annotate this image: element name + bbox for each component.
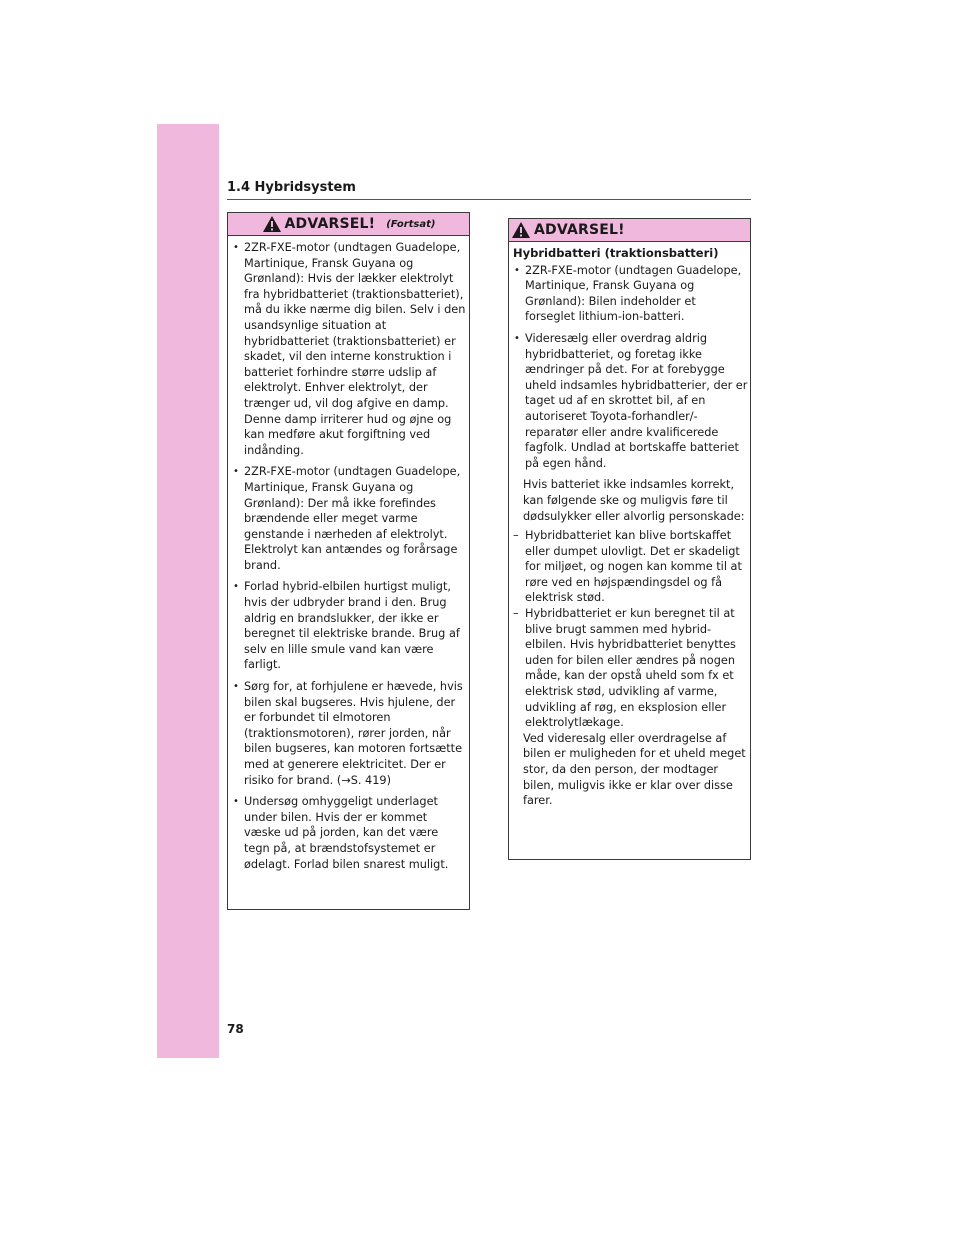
warning-header-right	[509, 219, 750, 242]
page-number: 78	[227, 1022, 244, 1036]
list-item: • Undersøg omhyggeligt underlaget under bilen. Hvis der er kommet væske ud på jorden, kan det være tegn på, at brændstofsystemet er ødelagt. Forlad bilen snarest muligt.	[232, 794, 467, 872]
warning-label: ADVARSEL!	[534, 222, 625, 238]
section-title: 1.4 Hybridsystem	[227, 180, 356, 195]
warning-box-left	[227, 212, 470, 910]
section-title-rule	[227, 199, 751, 200]
warning-label: ADVARSEL!	[284, 216, 376, 232]
warning-list-left	[232, 240, 467, 872]
consequence-item: – Hybridbatteriet kan blive bortskaffet eller dumpet ulovligt. Det er skadeligt for miljøet, og nogen kan komme til at røre ved en højspændingsdel og få elektrisk stød.	[513, 528, 748, 606]
list-item: • 2ZR-FXE-motor (undtagen Guadelope, Martinique, Fransk Guyana og Grønland): Der må ikke forefindes brændende eller meget varme genstande i nærheden af elektrolyt. Elektrolyt kan antændes og forårsage brand.	[232, 464, 467, 573]
list-item: • Forlad hybrid-elbilen hurtigst muligt, hvis der udbryder brand i den. Brug aldrig en brandslukker, der ikke er beregnet til elektriske brande. Brug af selv en lille smule vand kan være farligt.	[232, 579, 467, 673]
warning-continued-label: (Fortsat)	[386, 218, 436, 230]
consequence-list	[513, 528, 748, 731]
chapter-tab-band	[157, 124, 219, 1058]
warning-body-left	[228, 236, 469, 872]
list-item: • 2ZR-FXE-motor (undtagen Guadelope, Martinique, Fransk Guyana og Grønland): Hvis der lækker elektrolyt fra hybridbatteriet (traktionsbatteriet), må du ikke nærme dig bilen. Selv i den usandsynlige situation at hybridbatteriet (traktionsbatteriet) er skadet, vil den interne konstruktion i batteriet forhindre større udslip af elektrolyt. Enhver elektrolyt, der trænger ud, vil dog afgive en damp. Denne damp irriterer hud og øjne og kan medføre akut forgiftning ved indånding.	[232, 240, 467, 458]
resale-warning: Ved videresalg eller overdragelse af bilen er muligheden for et uheld meget stor, da den person, der modtager bilen, muligvis ikke er klar over disse farer.	[523, 731, 746, 808]
list-item: • 2ZR-FXE-motor (undtagen Guadelope, Martinique, Fransk Guyana og Grønland): Bilen indeholder et forseglet lithium-ion-batteri.	[513, 263, 748, 325]
warning-list-right	[513, 263, 748, 472]
warning-subheading: Hybridbatteri (traktionsbatteri)	[513, 246, 719, 260]
consequence-item: – Hybridbatteriet er kun beregnet til at blive brugt sammen med hybrid-elbilen. Hvis hybridbatteriet benyttes uden for bilen eller ændres på nogen måde, kan der opstå uheld som fx et elektrisk stød, udvikling af varme, udvikling af røg, en eksplosion eller elektrolytlækage.	[513, 606, 748, 731]
warning-box-right	[508, 218, 751, 860]
consequence-intro: Hvis batteriet ikke indsamles korrekt, kan følgende ske og muligvis føre til dødsulykker eller alvorlig personskade:	[523, 478, 745, 523]
list-item-text: Videresælg eller overdrag aldrig hybridbatteriet, og foretag ikke ændringer på det. For at forebygge uheld indsamles hybridbatterier, der er taget ud af en skrottet bil, af en autoriseret Toyota-forhandler/-reparatør eller andre kvalificerede fagfolk. Undlad at bortskaffe batteriet på egen hånd.	[525, 331, 748, 470]
list-item-with-details	[513, 331, 748, 471]
list-item: • Sørg for, at forhjulene er hævede, hvis bilen skal bugseres. Hvis hjulene, der er forbundet til elmotoren (traktionsmotoren), rører jorden, når bilen bugseres, kan motoren fortsætte med at generere elektricitet. Der er risiko for brand. (→S. 419)	[232, 679, 467, 788]
warning-triangle-icon	[262, 215, 282, 233]
warning-body-right	[509, 242, 750, 809]
warning-header-left	[228, 213, 469, 236]
warning-triangle-icon	[511, 221, 531, 239]
